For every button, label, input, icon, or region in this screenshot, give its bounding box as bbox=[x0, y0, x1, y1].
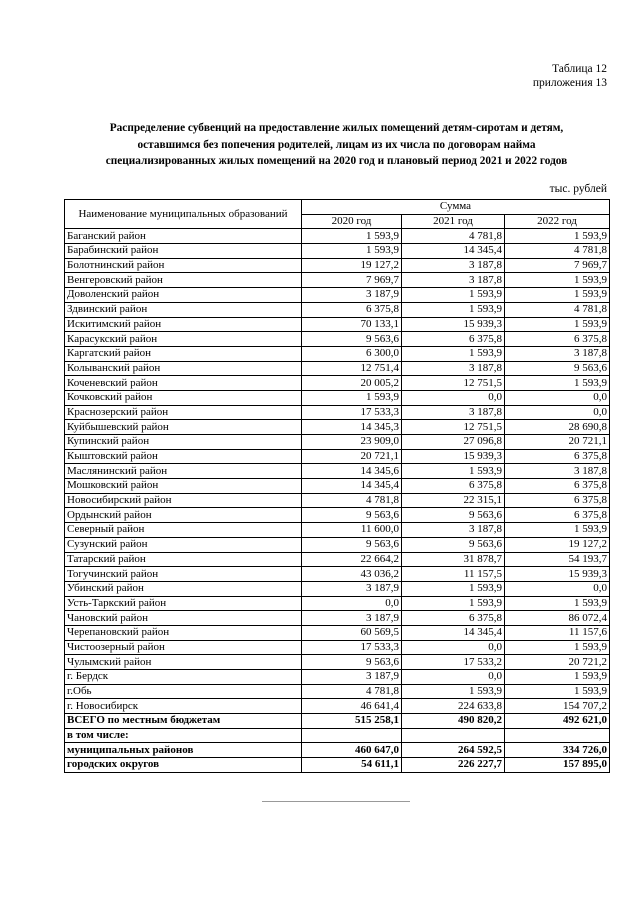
amount-2021: 12 751,5 bbox=[402, 420, 505, 435]
amount-2021: 14 345,4 bbox=[402, 244, 505, 259]
municipality-name: Краснозерский район bbox=[65, 405, 302, 420]
table-body bbox=[65, 229, 610, 714]
amount-2021: 0,0 bbox=[402, 390, 505, 405]
amount-2020: 9 563,6 bbox=[302, 332, 402, 347]
table-row bbox=[65, 611, 610, 626]
municipality-name: Баганский район bbox=[65, 229, 302, 244]
amount-2020: 11 600,0 bbox=[302, 523, 402, 538]
table-row bbox=[65, 625, 610, 640]
title-line: Распределение субвенций на предоставление жилых помещений детям-сиротам и детям, bbox=[109, 122, 564, 134]
year-header-2022: 2022 год bbox=[505, 214, 610, 229]
including-label: в том числе: bbox=[65, 728, 302, 743]
table-row bbox=[65, 376, 610, 391]
amount-2021: 1 593,9 bbox=[402, 581, 505, 596]
table-row bbox=[65, 537, 610, 552]
amount-2020: 14 345,3 bbox=[302, 420, 402, 435]
urban-label: городских округов bbox=[65, 758, 302, 773]
municipality-name: Здвинский район bbox=[65, 302, 302, 317]
amount-2021: 12 751,5 bbox=[402, 376, 505, 391]
amount-2022: 0,0 bbox=[505, 581, 610, 596]
empty-cell bbox=[505, 728, 610, 743]
amount-2022: 20 721,2 bbox=[505, 655, 610, 670]
document-title bbox=[64, 120, 609, 170]
amount-2022: 9 563,6 bbox=[505, 361, 610, 376]
amount-2020: 14 345,4 bbox=[302, 479, 402, 494]
amount-2021: 15 939,3 bbox=[402, 317, 505, 332]
table-row bbox=[65, 699, 610, 714]
amount-2022: 1 593,9 bbox=[505, 273, 610, 288]
municipality-name: Венгеровский район bbox=[65, 273, 302, 288]
amount-2022: 3 187,8 bbox=[505, 346, 610, 361]
urban-row bbox=[65, 758, 610, 773]
table-row bbox=[65, 273, 610, 288]
amount-2020: 9 563,6 bbox=[302, 508, 402, 523]
table-row bbox=[65, 684, 610, 699]
amount-2022: 6 375,8 bbox=[505, 508, 610, 523]
municipality-name: Болотнинский район bbox=[65, 258, 302, 273]
amount-2022: 4 781,8 bbox=[505, 302, 610, 317]
amount-2022: 3 187,8 bbox=[505, 464, 610, 479]
table-row bbox=[65, 258, 610, 273]
amount-2020: 3 187,9 bbox=[302, 611, 402, 626]
municipality-name: Доволенский район bbox=[65, 288, 302, 303]
table-row bbox=[65, 670, 610, 685]
amount-2021: 1 593,9 bbox=[402, 288, 505, 303]
municipality-name: Кыштовский район bbox=[65, 449, 302, 464]
municipality-name: Куйбышевский район bbox=[65, 420, 302, 435]
municipality-name: Мошковский район bbox=[65, 479, 302, 494]
table-row bbox=[65, 346, 610, 361]
amount-2022: 1 593,9 bbox=[505, 229, 610, 244]
amount-2021: 17 533,2 bbox=[402, 655, 505, 670]
municipality-name: Ордынский район bbox=[65, 508, 302, 523]
amount-2021: 6 375,8 bbox=[402, 479, 505, 494]
amount-2021: 14 345,4 bbox=[402, 625, 505, 640]
title-line: специализированных жилых помещений на 2020 год и плановый период 2021 и 2022 годов bbox=[105, 155, 568, 167]
municipality-name: Северный район bbox=[65, 523, 302, 538]
amount-2020: 17 533,3 bbox=[302, 640, 402, 655]
amount-2020: 1 593,9 bbox=[302, 229, 402, 244]
municipal-row bbox=[65, 743, 610, 758]
amount-2021: 31 878,7 bbox=[402, 552, 505, 567]
table-row bbox=[65, 464, 610, 479]
table-row bbox=[65, 493, 610, 508]
table-row bbox=[65, 288, 610, 303]
urban-2022: 157 895,0 bbox=[505, 758, 610, 773]
amount-2021: 1 593,9 bbox=[402, 596, 505, 611]
amount-2021: 9 563,6 bbox=[402, 508, 505, 523]
municipality-name: Искитимский район bbox=[65, 317, 302, 332]
amount-2020: 7 969,7 bbox=[302, 273, 402, 288]
amount-2022: 0,0 bbox=[505, 390, 610, 405]
amount-2022: 1 593,9 bbox=[505, 523, 610, 538]
municipality-name: Чулымский район bbox=[65, 655, 302, 670]
amount-2022: 6 375,8 bbox=[505, 493, 610, 508]
municipality-name: Чановский район bbox=[65, 611, 302, 626]
municipality-name: Карасукский район bbox=[65, 332, 302, 347]
table-row bbox=[65, 229, 610, 244]
amount-2020: 46 641,4 bbox=[302, 699, 402, 714]
amount-2021: 3 187,8 bbox=[402, 523, 505, 538]
municipal-2022: 334 726,0 bbox=[505, 743, 610, 758]
amount-2020: 0,0 bbox=[302, 596, 402, 611]
municipality-name: Маслянинский район bbox=[65, 464, 302, 479]
amount-2021: 6 375,8 bbox=[402, 332, 505, 347]
amount-2022: 6 375,8 bbox=[505, 332, 610, 347]
municipality-name: Новосибирский район bbox=[65, 493, 302, 508]
amount-2021: 15 939,3 bbox=[402, 449, 505, 464]
amount-2022: 20 721,1 bbox=[505, 435, 610, 450]
municipality-name: Кочковский район bbox=[65, 390, 302, 405]
amount-2021: 3 187,8 bbox=[402, 405, 505, 420]
amount-2022: 4 781,8 bbox=[505, 244, 610, 259]
amount-2022: 19 127,2 bbox=[505, 537, 610, 552]
amount-2020: 22 664,2 bbox=[302, 552, 402, 567]
municipality-name: Каргатский район bbox=[65, 346, 302, 361]
amount-2022: 7 969,7 bbox=[505, 258, 610, 273]
table-row bbox=[65, 244, 610, 259]
table-row bbox=[65, 508, 610, 523]
amount-2022: 154 707,2 bbox=[505, 699, 610, 714]
amount-2022: 1 593,9 bbox=[505, 376, 610, 391]
amount-2022: 1 593,9 bbox=[505, 317, 610, 332]
table-number: Таблица 12 bbox=[552, 63, 607, 75]
table-row bbox=[65, 640, 610, 655]
table-row bbox=[65, 435, 610, 450]
amount-2021: 1 593,9 bbox=[402, 346, 505, 361]
year-header-2020: 2020 год bbox=[302, 214, 402, 229]
amount-2022: 54 193,7 bbox=[505, 552, 610, 567]
amount-2020: 19 127,2 bbox=[302, 258, 402, 273]
amount-2020: 6 375,8 bbox=[302, 302, 402, 317]
amount-2020: 12 751,4 bbox=[302, 361, 402, 376]
amount-2022: 6 375,8 bbox=[505, 479, 610, 494]
municipality-name: Убинский район bbox=[65, 581, 302, 596]
amount-2022: 1 593,9 bbox=[505, 288, 610, 303]
table-row bbox=[65, 552, 610, 567]
municipal-2020: 460 647,0 bbox=[302, 743, 402, 758]
amount-2021: 3 187,8 bbox=[402, 258, 505, 273]
table-row bbox=[65, 523, 610, 538]
name-column-header: Наименование муниципальных образований bbox=[65, 200, 302, 229]
amount-2020: 23 909,0 bbox=[302, 435, 402, 450]
municipal-2021: 264 592,5 bbox=[402, 743, 505, 758]
amount-2021: 4 781,8 bbox=[402, 229, 505, 244]
municipality-name: Купинский район bbox=[65, 435, 302, 450]
amount-2020: 1 593,9 bbox=[302, 244, 402, 259]
municipal-label: муниципальных районов bbox=[65, 743, 302, 758]
total-2020: 515 258,1 bbox=[302, 714, 402, 729]
municipality-name: г.Обь bbox=[65, 684, 302, 699]
table-row bbox=[65, 420, 610, 435]
amount-2020: 3 187,9 bbox=[302, 288, 402, 303]
amount-2021: 3 187,8 bbox=[402, 361, 505, 376]
amount-2021: 27 096,8 bbox=[402, 435, 505, 450]
total-label: ВСЕГО по местным бюджетам bbox=[65, 714, 302, 729]
municipality-name: Усть-Таркский район bbox=[65, 596, 302, 611]
table-row bbox=[65, 596, 610, 611]
amount-2020: 4 781,8 bbox=[302, 493, 402, 508]
table-row bbox=[65, 479, 610, 494]
table-row bbox=[65, 302, 610, 317]
amount-2021: 22 315,1 bbox=[402, 493, 505, 508]
table-summary bbox=[65, 714, 610, 773]
amount-2020: 9 563,6 bbox=[302, 537, 402, 552]
title-line: оставшимся без попечения родителей, лицам из их числа по договорам найма bbox=[137, 138, 536, 151]
amount-2020: 14 345,6 bbox=[302, 464, 402, 479]
amount-2022: 1 593,9 bbox=[505, 596, 610, 611]
amount-2020: 17 533,3 bbox=[302, 405, 402, 420]
urban-2020: 54 611,1 bbox=[302, 758, 402, 773]
total-2022: 492 621,0 bbox=[505, 714, 610, 729]
unit-label: тыс. рублей bbox=[549, 183, 607, 195]
including-row bbox=[65, 728, 610, 743]
municipality-name: Тогучинский район bbox=[65, 567, 302, 582]
municipality-name: Чистоозерный район bbox=[65, 640, 302, 655]
table-reference bbox=[533, 62, 607, 90]
municipality-name: г. Новосибирск bbox=[65, 699, 302, 714]
year-header-2021: 2021 год bbox=[402, 214, 505, 229]
amount-2022: 6 375,8 bbox=[505, 449, 610, 464]
amount-2020: 60 569,5 bbox=[302, 625, 402, 640]
appendix-label: приложения 13 bbox=[532, 77, 607, 89]
urban-2021: 226 227,7 bbox=[402, 758, 505, 773]
amount-2022: 1 593,9 bbox=[505, 640, 610, 655]
footer-divider bbox=[262, 801, 410, 802]
amount-2020: 3 187,9 bbox=[302, 670, 402, 685]
amount-2020: 4 781,8 bbox=[302, 684, 402, 699]
table-row bbox=[65, 361, 610, 376]
amount-2022: 86 072,4 bbox=[505, 611, 610, 626]
amount-2021: 0,0 bbox=[402, 640, 505, 655]
amount-2022: 1 593,9 bbox=[505, 670, 610, 685]
sum-column-header: Сумма bbox=[302, 200, 610, 215]
table-row bbox=[65, 655, 610, 670]
amount-2020: 43 036,2 bbox=[302, 567, 402, 582]
amount-2022: 28 690,8 bbox=[505, 420, 610, 435]
empty-cell bbox=[302, 728, 402, 743]
table-row bbox=[65, 449, 610, 464]
amount-2022: 11 157,6 bbox=[505, 625, 610, 640]
amount-2021: 1 593,9 bbox=[402, 464, 505, 479]
municipality-name: Татарский район bbox=[65, 552, 302, 567]
amount-2021: 6 375,8 bbox=[402, 611, 505, 626]
table-row bbox=[65, 317, 610, 332]
amount-2020: 6 300,0 bbox=[302, 346, 402, 361]
subsidy-table bbox=[64, 199, 610, 773]
municipality-name: Черепановский район bbox=[65, 625, 302, 640]
table-row bbox=[65, 581, 610, 596]
table-row bbox=[65, 405, 610, 420]
amount-2021: 224 633,8 bbox=[402, 699, 505, 714]
amount-2020: 70 133,1 bbox=[302, 317, 402, 332]
municipality-name: Колыванский район bbox=[65, 361, 302, 376]
amount-2022: 0,0 bbox=[505, 405, 610, 420]
amount-2020: 20 005,2 bbox=[302, 376, 402, 391]
amount-2021: 1 593,9 bbox=[402, 302, 505, 317]
amount-2020: 1 593,9 bbox=[302, 390, 402, 405]
empty-cell bbox=[402, 728, 505, 743]
table-row bbox=[65, 390, 610, 405]
total-2021: 490 820,2 bbox=[402, 714, 505, 729]
amount-2020: 3 187,9 bbox=[302, 581, 402, 596]
amount-2022: 1 593,9 bbox=[505, 684, 610, 699]
total-row bbox=[65, 714, 610, 729]
table-row bbox=[65, 332, 610, 347]
amount-2022: 15 939,3 bbox=[505, 567, 610, 582]
amount-2020: 20 721,1 bbox=[302, 449, 402, 464]
municipality-name: Сузунский район bbox=[65, 537, 302, 552]
amount-2021: 3 187,8 bbox=[402, 273, 505, 288]
amount-2021: 1 593,9 bbox=[402, 684, 505, 699]
municipality-name: Коченевский район bbox=[65, 376, 302, 391]
amount-2021: 9 563,6 bbox=[402, 537, 505, 552]
municipality-name: г. Бердск bbox=[65, 670, 302, 685]
table-row bbox=[65, 567, 610, 582]
amount-2021: 0,0 bbox=[402, 670, 505, 685]
amount-2020: 9 563,6 bbox=[302, 655, 402, 670]
municipality-name: Барабинский район bbox=[65, 244, 302, 259]
amount-2021: 11 157,5 bbox=[402, 567, 505, 582]
